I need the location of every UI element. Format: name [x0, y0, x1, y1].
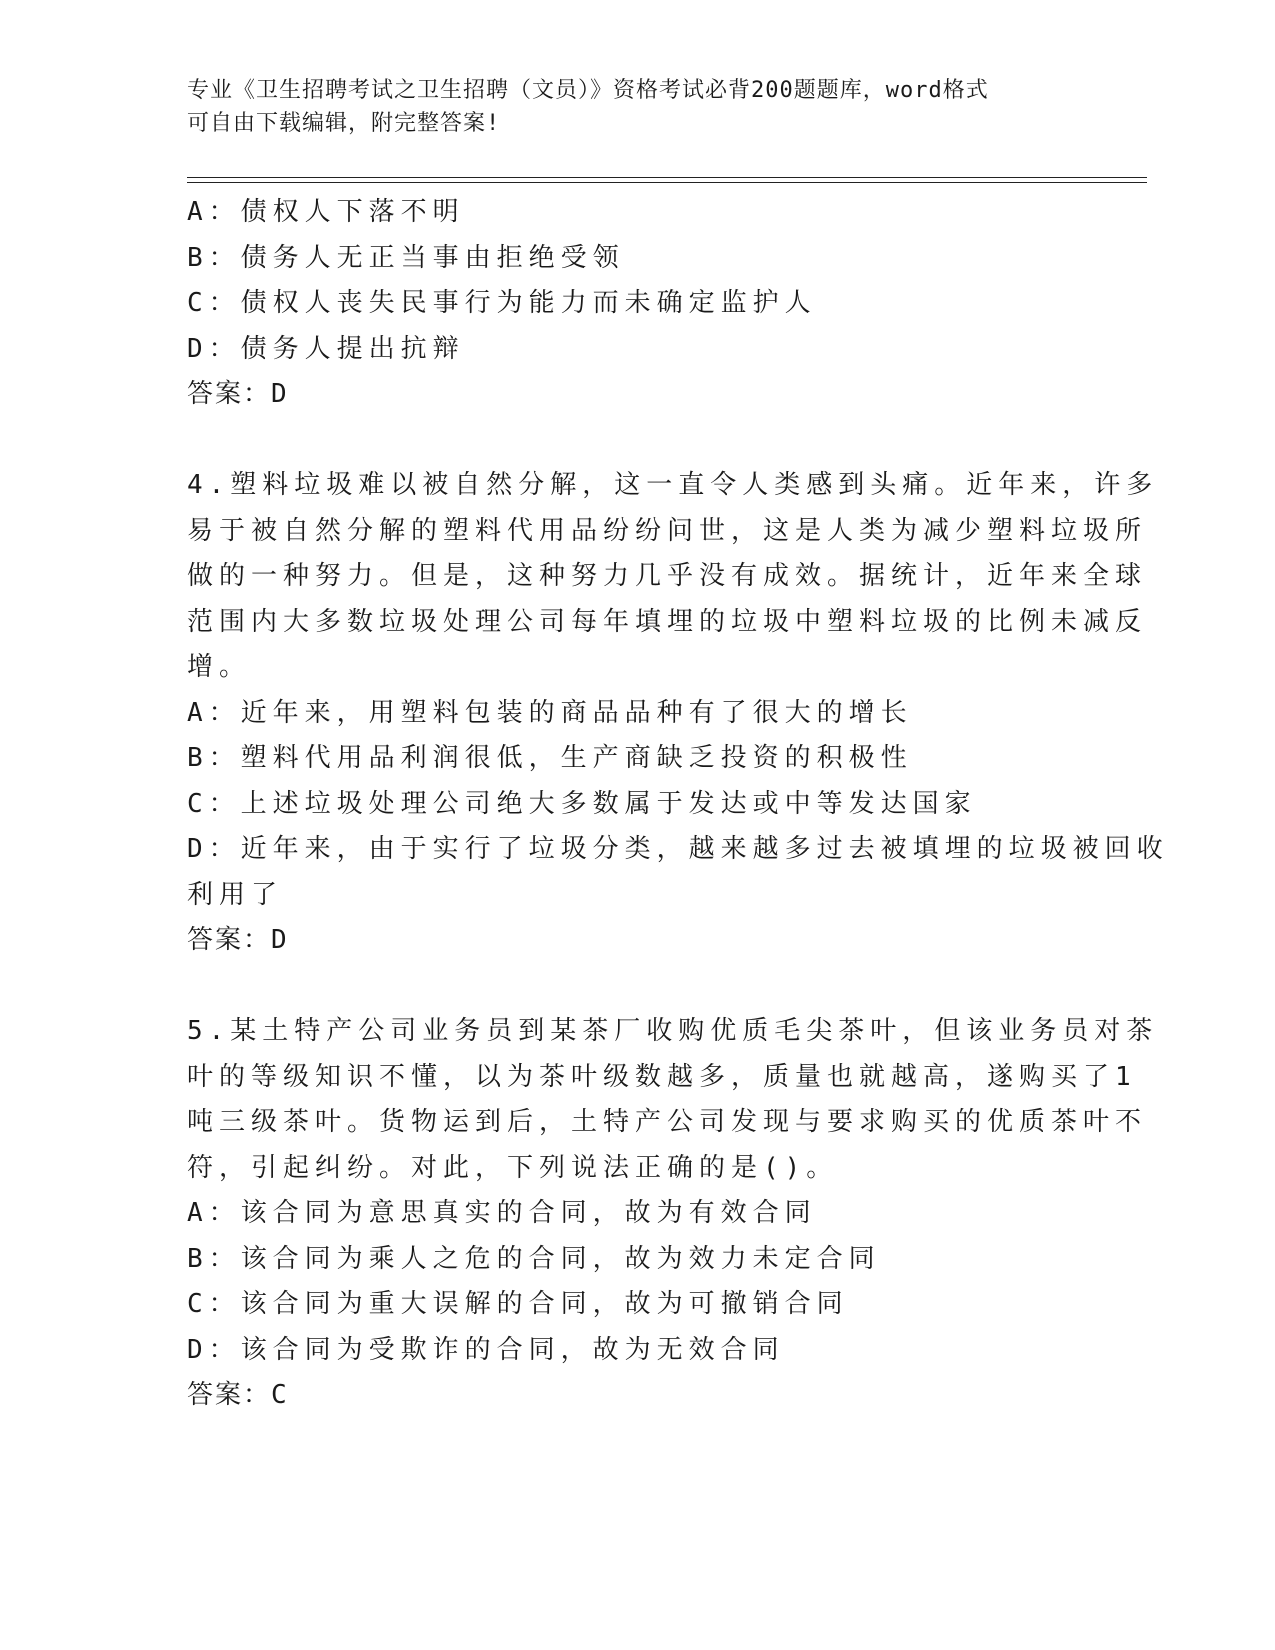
question-5-option-b: B：该合同为乘人之危的合同，故为效力未定合同 — [187, 1243, 881, 1274]
question-3-block — [187, 190, 1087, 418]
question-3-answer: 答案：D — [187, 379, 289, 409]
question-4-option-d: D：近年来，由于实行了垃圾分类，越来越多过去被填埋的垃圾被回收 — [187, 834, 1169, 864]
question-5-option-c: C：该合同为重大误解的合同，故为可撤销合同 — [187, 1289, 849, 1319]
question-3-option-d: D：债务人提出抗辩 — [187, 333, 465, 364]
question-5-stem-line: 吨三级茶叶。货物运到后，土特产公司发现与要求购买的优质茶叶不 — [187, 1107, 1148, 1137]
question-3-option-c: C：债权人丧失民事行为能力而未确定监护人 — [187, 288, 817, 318]
question-5-option-d: D：该合同为受欺诈的合同，故为无效合同 — [187, 1334, 785, 1365]
question-4-option-b: B：塑料代用品利润很低，生产商缺乏投资的积极性 — [187, 743, 913, 773]
question-4-option-d-continued: 利用了 — [187, 879, 284, 910]
question-spacer — [187, 418, 1087, 464]
question-spacer — [187, 964, 1087, 1010]
question-4-block — [187, 463, 1169, 964]
question-5-answer: 答案：C — [187, 1380, 289, 1410]
question-4-option-c: C：上述垃圾处理公司绝大多数属于发达或中等发达国家 — [187, 788, 977, 819]
question-5-option-a: A：该合同为意思真实的合同，故为有效合同 — [187, 1198, 817, 1228]
question-3-option-a: A：债权人下落不明 — [187, 197, 465, 227]
question-5-stem-line: 5.某土特产公司业务员到某茶厂收购优质毛尖茶叶，但该业务员对茶 — [187, 1016, 1159, 1046]
header-divider-top — [187, 177, 1147, 178]
question-5-stem-line: 叶的等级知识不懂，以为茶叶级数越多，质量也就越高，遂购买了1 — [187, 1061, 1137, 1092]
question-4-stem-line: 范围内大多数垃圾处理公司每年填埋的垃圾中塑料垃圾的比例未减反 — [187, 606, 1148, 637]
question-4-answer: 答案：D — [187, 925, 289, 955]
question-4-stem-line: 易于被自然分解的塑料代用品纷纷问世，这是人类为减少塑料垃圾所 — [187, 515, 1148, 546]
question-3-option-b: B：债务人无正当事由拒绝受领 — [187, 242, 625, 273]
question-4-stem-line: 增。 — [187, 652, 252, 682]
question-5-block — [187, 1009, 1159, 1419]
question-4-stem-line: 4.塑料垃圾难以被自然分解，这一直令人类感到头痛。近年来，许多 — [187, 470, 1159, 500]
question-5-stem-line: 符，引起纠纷。对此，下列说法正确的是()。 — [187, 1152, 839, 1183]
header-title-line-2: 可自由下载编辑，附完整答案! — [187, 111, 501, 136]
header-title-line-1: 专业《卫生招聘考试之卫生招聘（文员）》资格考试必背200题题库，word格式 — [187, 78, 989, 103]
document-body — [187, 190, 1169, 1419]
question-4-stem-line: 做的一种努力。但是，这种努力几乎没有成效。据统计，近年来全球 — [187, 561, 1148, 591]
header-divider-bottom — [187, 182, 1147, 183]
document-header — [187, 74, 1087, 140]
question-4-option-a: A：近年来，用塑料包装的商品品种有了很大的增长 — [187, 697, 913, 728]
